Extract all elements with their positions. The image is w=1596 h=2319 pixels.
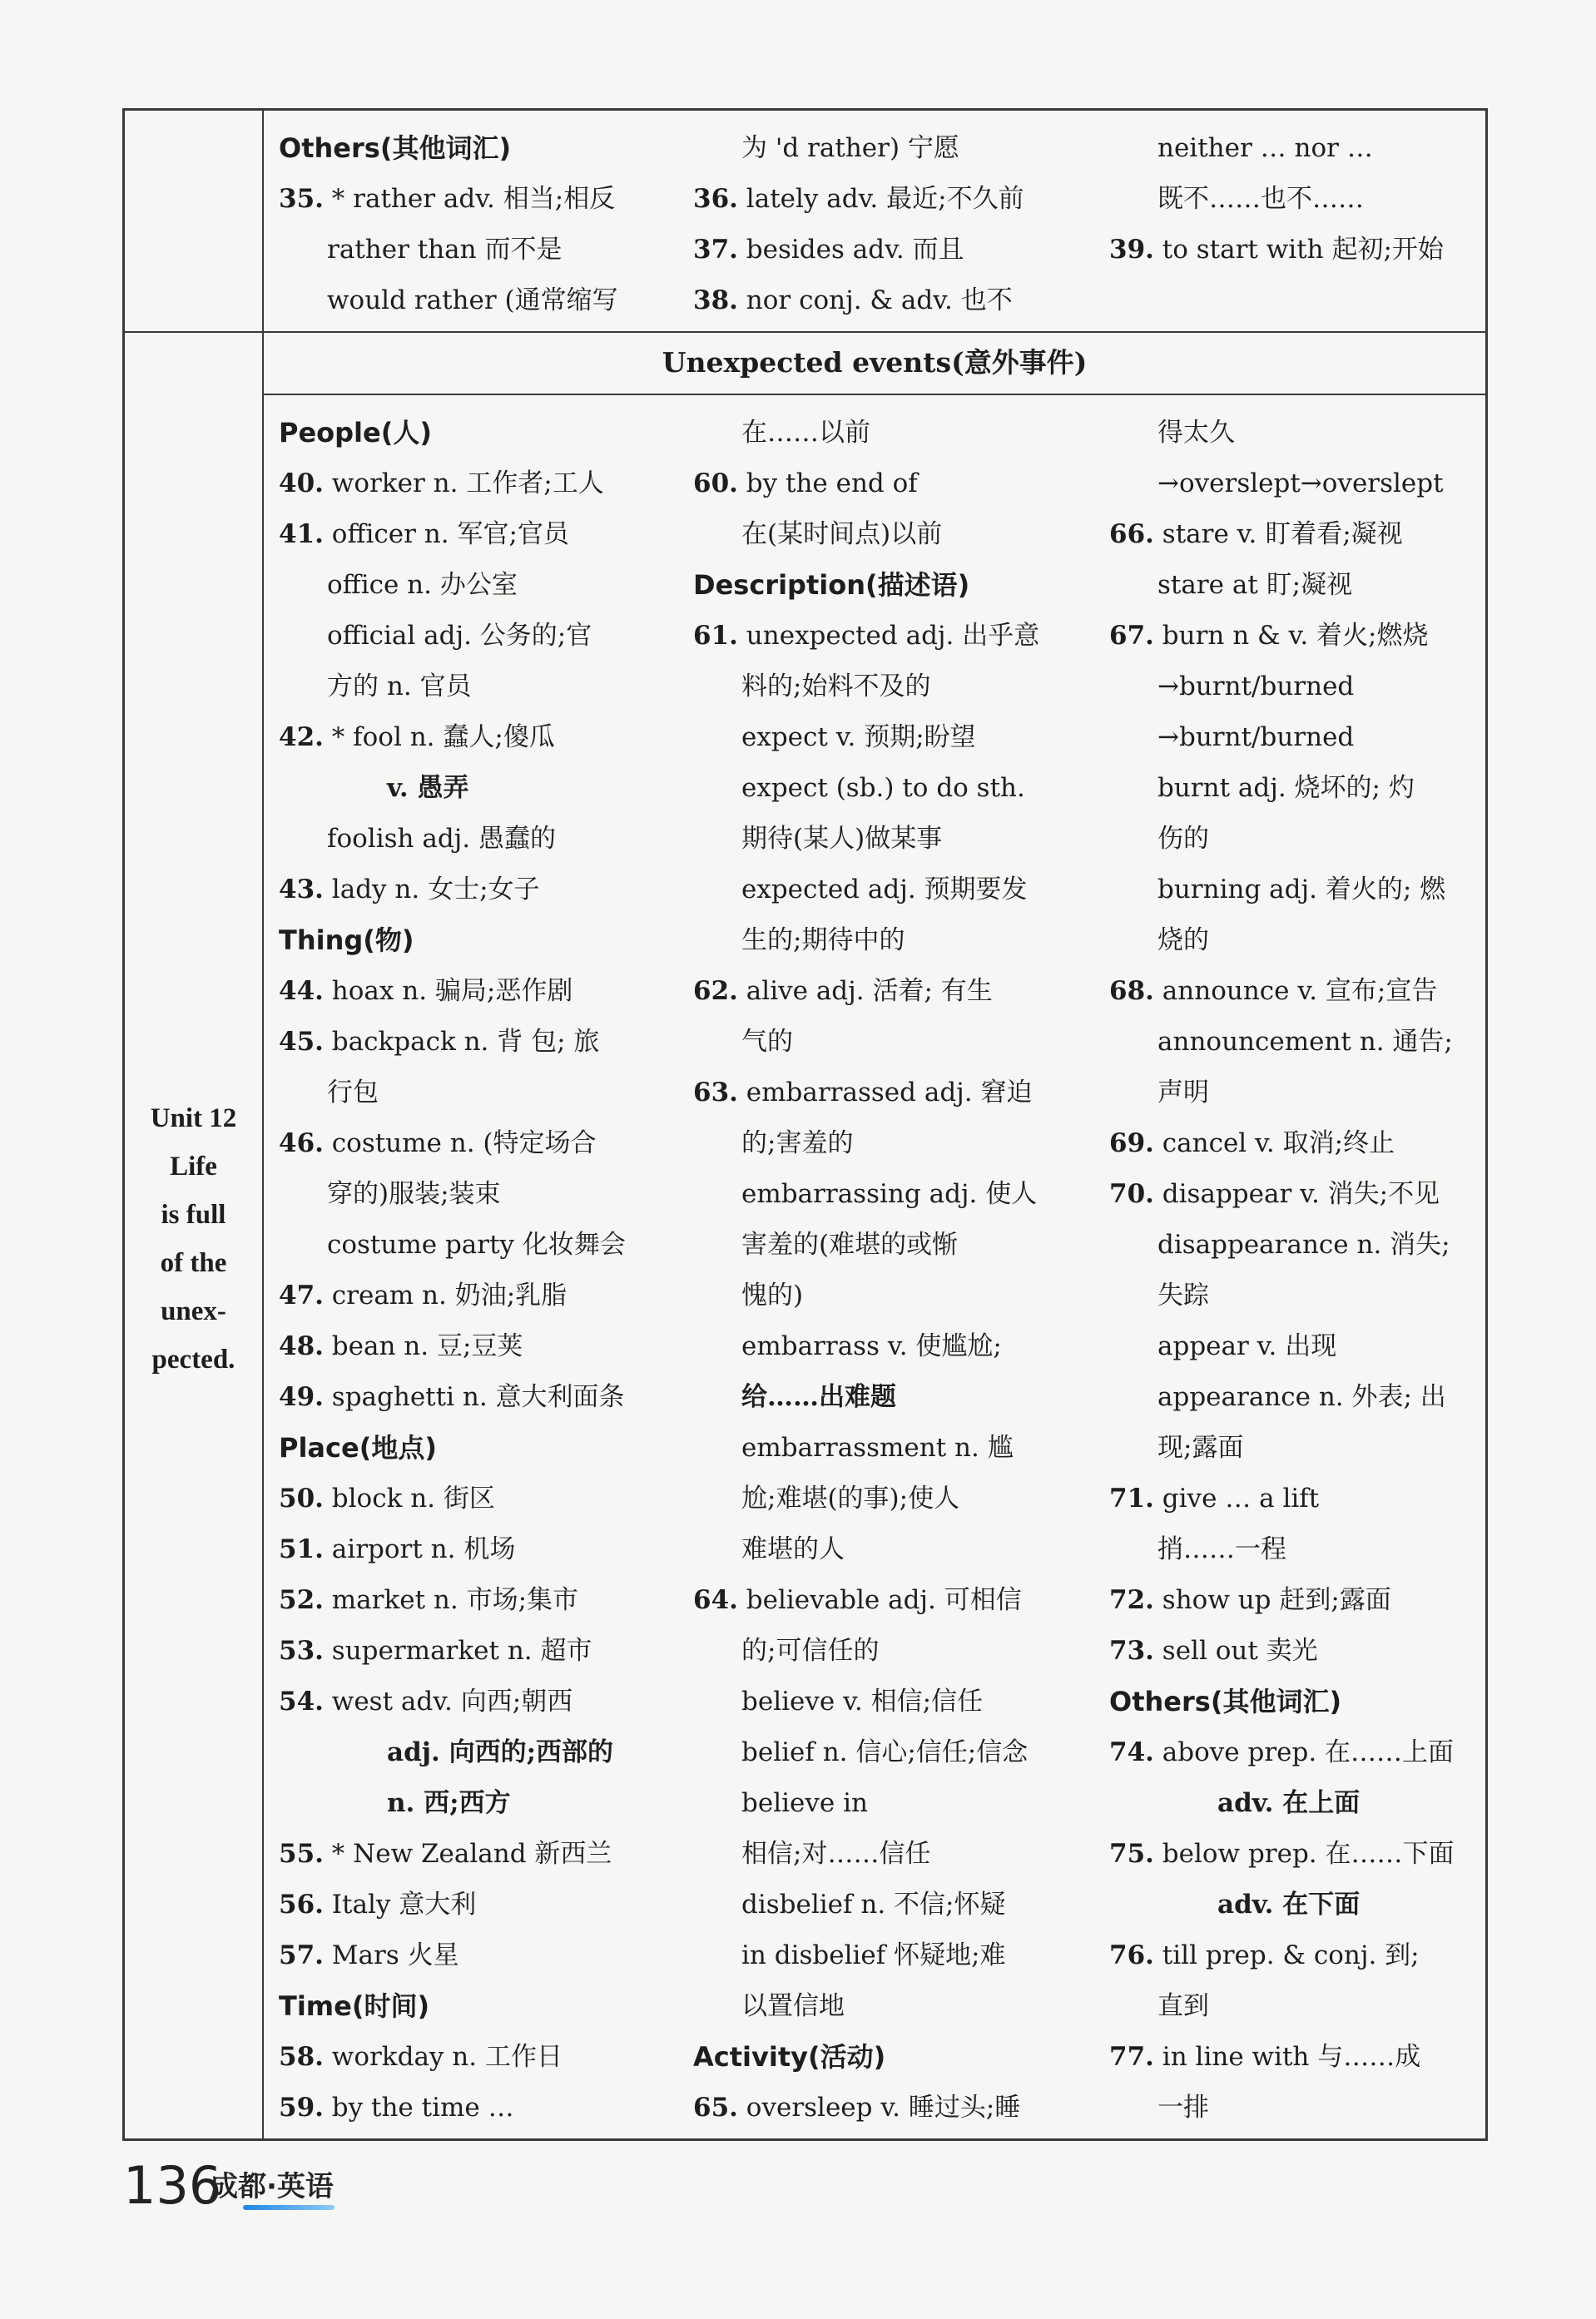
entry-text: 失踪 xyxy=(1157,1281,1209,1311)
entry-continuation xyxy=(693,1626,1076,1677)
entry-continuation xyxy=(693,814,1076,865)
entry-continuation xyxy=(693,1220,1076,1271)
vocab-entry xyxy=(279,2083,662,2133)
entry-text: official adj. 公务的;官 xyxy=(327,621,592,651)
entry-continuation xyxy=(279,611,662,662)
entry-number: 67. xyxy=(1109,621,1154,651)
entry-continuation xyxy=(1109,1524,1484,1575)
entry-continuation xyxy=(279,275,662,326)
entry-text: →burnt/burned xyxy=(1157,722,1355,752)
entry-text: believable adj. 可相信 xyxy=(737,1585,1022,1615)
entry-number: 55. xyxy=(279,1839,324,1869)
entry-number: 76. xyxy=(1109,1940,1154,1970)
entry-continuation xyxy=(279,560,662,611)
entry-text: announce v. 宣布;宣告 xyxy=(1153,976,1438,1006)
entry-continuation xyxy=(693,1524,1076,1575)
unit-title: Unit 12 Life is full of the unex- pected. xyxy=(150,1103,237,1375)
entry-text: backpack n. 背 包; 旅 xyxy=(323,1027,600,1057)
entry-text: 伤的 xyxy=(1157,824,1209,854)
entry-continuation xyxy=(693,1778,1076,1829)
entry-number: 73. xyxy=(1109,1636,1154,1666)
entry-text: disbelief n. 不信;怀疑 xyxy=(741,1890,1006,1920)
entry-text: 直到 xyxy=(1157,1991,1209,2021)
entry-text: give … a lift xyxy=(1153,1484,1320,1514)
vocab-entry xyxy=(693,225,1076,275)
entry-continuation xyxy=(279,1727,662,1778)
entry-number: 38. xyxy=(693,285,738,315)
vocab-entry xyxy=(279,458,662,509)
entry-number: 52. xyxy=(279,1585,324,1615)
entry-text: lady n. 女士;女子 xyxy=(323,875,540,904)
vocab-entry xyxy=(279,509,662,560)
entry-number: 59. xyxy=(279,2093,324,2123)
entry-number: 74. xyxy=(1109,1737,1154,1767)
entry-text: worker n. 工作者;工人 xyxy=(323,468,604,498)
entry-text: stare at 盯;凝视 xyxy=(1157,570,1353,600)
entry-text: 的;害羞的 xyxy=(741,1128,854,1158)
entry-continuation xyxy=(693,1271,1076,1321)
entry-text: spaghetti n. 意大利面条 xyxy=(323,1382,625,1412)
entry-number: 62. xyxy=(693,976,738,1006)
entry-number: 48. xyxy=(279,1331,324,1361)
entry-text: unexpected adj. 出乎意 xyxy=(737,621,1040,651)
entry-text: 捎……一程 xyxy=(1157,1534,1286,1564)
entry-continuation xyxy=(1109,712,1484,763)
entry-continuation xyxy=(693,763,1076,814)
entry-text: burnt adj. 烧坏的; 灼 xyxy=(1157,773,1415,803)
entry-text: airport n. 机场 xyxy=(323,1534,516,1564)
entry-text: cream n. 奶油;乳脂 xyxy=(323,1281,568,1311)
category-heading xyxy=(279,123,662,174)
entry-number: 41. xyxy=(279,519,324,549)
vocab-entry xyxy=(279,1626,662,1677)
vocab-entry xyxy=(693,1068,1076,1118)
entry-text: 为 'd rather) 宁愿 xyxy=(741,133,959,163)
entry-number: 39. xyxy=(1109,235,1154,265)
entry-continuation xyxy=(693,1017,1076,1068)
entry-number: 45. xyxy=(279,1027,324,1057)
vocab-entry xyxy=(1109,1727,1484,1778)
entry-continuation xyxy=(693,1677,1076,1727)
category-heading xyxy=(693,2032,1076,2083)
entry-text: Activity(活动) xyxy=(693,2041,886,2073)
vocab-entry xyxy=(1109,1118,1484,1169)
entry-number: 43. xyxy=(279,875,324,904)
entry-continuation xyxy=(279,814,662,865)
entry-text: 现;露面 xyxy=(1157,1433,1244,1463)
entry-text: nor conj. & adv. 也不 xyxy=(737,285,1013,315)
entry-number: 56. xyxy=(279,1890,324,1920)
vocab-entry xyxy=(693,966,1076,1017)
entry-text: 相信;对……信任 xyxy=(741,1839,931,1869)
vocab-entry xyxy=(279,1271,662,1321)
vocab-entry xyxy=(279,1118,662,1169)
entry-number: 49. xyxy=(279,1382,324,1412)
vocab-entry xyxy=(1109,1169,1484,1220)
book-title: 成都·英语 xyxy=(210,2170,334,2203)
entry-text: burning adj. 着火的; 燃 xyxy=(1157,875,1446,904)
entry-continuation xyxy=(1109,1068,1484,1118)
entry-text: to start with 起初;开始 xyxy=(1153,235,1444,265)
entry-text: 烧的 xyxy=(1157,925,1209,955)
entry-text: by the end of xyxy=(737,468,918,498)
entry-text: appearance n. 外表; 出 xyxy=(1157,1382,1446,1412)
vocab-entry xyxy=(693,275,1076,326)
entry-continuation xyxy=(1109,2083,1484,2133)
entry-continuation xyxy=(1109,915,1484,966)
entry-continuation xyxy=(693,1474,1076,1524)
entry-continuation xyxy=(1109,814,1484,865)
vocab-entry xyxy=(279,1321,662,1372)
entry-continuation xyxy=(1109,1880,1484,1930)
entry-number: 60. xyxy=(693,468,738,498)
entry-text: block n. 街区 xyxy=(323,1484,495,1514)
entry-number: 50. xyxy=(279,1484,324,1514)
entry-text: belief n. 信心;信任;信念 xyxy=(741,1737,1028,1767)
vocab-entry xyxy=(693,611,1076,662)
entry-number: 64. xyxy=(693,1585,738,1615)
entry-text: in line with 与……成 xyxy=(1153,2042,1421,2072)
entry-text: 生的;期待中的 xyxy=(741,925,905,955)
entry-continuation xyxy=(1109,123,1484,174)
entry-text: 行包 xyxy=(327,1078,379,1107)
entry-number: 37. xyxy=(693,235,738,265)
vocab-entry xyxy=(1109,1930,1484,1981)
entry-number: 75. xyxy=(1109,1839,1154,1869)
vocab-entry xyxy=(279,2032,662,2083)
entry-text: lately adv. 最近;不久前 xyxy=(737,184,1024,214)
top-column-3 xyxy=(1109,123,1484,275)
entry-text: 既不……也不…… xyxy=(1157,184,1364,214)
vocab-entry xyxy=(279,1880,662,1930)
entry-text: office n. 办公室 xyxy=(327,570,518,600)
entry-continuation xyxy=(1109,763,1484,814)
entry-text: 方的 n. 官员 xyxy=(327,671,472,701)
category-heading xyxy=(693,560,1076,611)
unit-column-divider xyxy=(262,108,264,2141)
entry-text: market n. 市场;集市 xyxy=(323,1585,579,1615)
entry-continuation xyxy=(693,1118,1076,1169)
entry-number: 57. xyxy=(279,1940,324,1970)
vocab-entry xyxy=(1109,2032,1484,2083)
entry-number: 71. xyxy=(1109,1484,1154,1514)
entry-number: 68. xyxy=(1109,976,1154,1006)
entry-text: embarrassing adj. 使人 xyxy=(741,1179,1038,1209)
vocab-entry xyxy=(693,174,1076,225)
entry-continuation xyxy=(693,509,1076,560)
entry-text: cancel v. 取消;终止 xyxy=(1153,1128,1395,1158)
entry-continuation xyxy=(693,712,1076,763)
entry-text: in disbelief 怀疑地;难 xyxy=(741,1940,1006,1970)
entry-text: * New Zealand 新西兰 xyxy=(323,1839,612,1869)
entry-text: 在(某时间点)以前 xyxy=(741,519,943,549)
vocab-entry xyxy=(279,1524,662,1575)
vocab-entry xyxy=(279,712,662,763)
entry-text: till prep. & conj. 到; xyxy=(1153,1940,1420,1970)
entry-text: rather than 而不是 xyxy=(327,235,563,265)
entry-continuation xyxy=(693,1880,1076,1930)
entry-number: 77. xyxy=(1109,2042,1154,2072)
vocab-column-3 xyxy=(1109,408,1484,2133)
vocab-entry xyxy=(1109,966,1484,1017)
vocab-entry xyxy=(279,174,662,225)
entry-text: 期待(某人)做某事 xyxy=(741,824,943,854)
entry-text: supermarket n. 超市 xyxy=(323,1636,592,1666)
entry-continuation xyxy=(693,1169,1076,1220)
entry-continuation xyxy=(1109,560,1484,611)
entry-number: 61. xyxy=(693,621,738,651)
entry-continuation xyxy=(693,123,1076,174)
entry-continuation xyxy=(279,225,662,275)
category-heading xyxy=(279,1981,662,2032)
entry-text: disappearance n. 消失; xyxy=(1157,1230,1450,1260)
entry-text: alive adj. 活着; 有生 xyxy=(737,976,993,1006)
entry-text: Time(时间) xyxy=(279,1990,430,2022)
entry-continuation xyxy=(1109,662,1484,712)
entry-number: 36. xyxy=(693,184,738,214)
entry-number: 51. xyxy=(279,1534,324,1564)
entry-number: 35. xyxy=(279,184,324,214)
vocab-entry xyxy=(279,966,662,1017)
entry-text: hoax n. 骗局;恶作剧 xyxy=(323,976,573,1006)
entry-text: would rather (通常缩写 xyxy=(327,285,618,315)
vocab-entry xyxy=(1109,225,1484,275)
entry-continuation xyxy=(693,915,1076,966)
entry-number: 47. xyxy=(279,1281,324,1311)
entry-text: Place(地点) xyxy=(279,1432,437,1464)
vocab-entry xyxy=(1109,611,1484,662)
entry-text: expect v. 预期;盼望 xyxy=(741,722,976,752)
entry-text: 气的 xyxy=(741,1027,793,1057)
entry-text: Others(其他词汇) xyxy=(1109,1686,1342,1717)
entry-text: People(人) xyxy=(279,417,432,448)
entry-continuation xyxy=(1109,174,1484,225)
entry-continuation xyxy=(279,662,662,712)
entry-text: besides adv. 而且 xyxy=(737,235,964,265)
entry-text: →burnt/burned xyxy=(1157,671,1355,701)
vocab-entry xyxy=(279,1474,662,1524)
entry-text: expected adj. 预期要发 xyxy=(741,875,1028,904)
category-heading xyxy=(279,408,662,458)
entry-continuation xyxy=(693,1321,1076,1372)
entry-text: announcement n. 通告; xyxy=(1157,1027,1453,1057)
entry-text: 给……出难题 xyxy=(741,1382,896,1412)
entry-text: embarrass v. 使尴尬; xyxy=(741,1331,1002,1361)
entry-number: 70. xyxy=(1109,1179,1154,1209)
entry-text: 尬;难堪(的事);使人 xyxy=(741,1484,960,1514)
vocab-entry xyxy=(693,1575,1076,1626)
entry-text: 得太久 xyxy=(1157,418,1235,448)
entry-text: Description(描述语) xyxy=(693,569,970,601)
entry-text: believe v. 相信;信任 xyxy=(741,1687,984,1717)
entry-text: v. 愚弄 xyxy=(387,773,469,803)
top-column-2 xyxy=(693,123,1076,326)
entry-number: 66. xyxy=(1109,519,1154,549)
entry-continuation xyxy=(693,662,1076,712)
entry-text: adj. 向西的;西部的 xyxy=(387,1737,614,1767)
entry-text: 在……以前 xyxy=(741,418,870,448)
entry-text: costume party 化妆舞会 xyxy=(327,1230,626,1260)
vocab-entry xyxy=(1109,1626,1484,1677)
entry-text: n. 西;西方 xyxy=(387,1788,511,1818)
entry-continuation xyxy=(693,1372,1076,1423)
entry-number: 44. xyxy=(279,976,324,1006)
entry-text: neither … nor … xyxy=(1157,133,1373,163)
entry-text: show up 赶到;露面 xyxy=(1153,1585,1391,1615)
vocab-entry xyxy=(279,1372,662,1423)
table-top-border xyxy=(122,108,1488,111)
entry-text: above prep. 在……上面 xyxy=(1153,1737,1455,1767)
category-heading xyxy=(1109,1677,1484,1727)
page-number: 136 xyxy=(123,2155,222,2216)
entry-text: 一排 xyxy=(1157,2093,1209,2123)
category-heading xyxy=(279,1423,662,1474)
entry-text: embarrassed adj. 窘迫 xyxy=(737,1078,1033,1107)
entry-text: burn n & v. 着火;燃烧 xyxy=(1153,621,1429,651)
entry-continuation xyxy=(279,1778,662,1829)
entry-text: →overslept→overslept xyxy=(1157,468,1444,498)
entry-text: sell out 卖光 xyxy=(1153,1636,1318,1666)
entry-text: officer n. 军官;官员 xyxy=(323,519,569,549)
entry-continuation xyxy=(693,1829,1076,1880)
table-bottom-border xyxy=(122,2138,1488,2141)
top-column-1 xyxy=(279,123,662,326)
entry-continuation xyxy=(1109,1778,1484,1829)
vocab-column-2 xyxy=(693,408,1076,2133)
entry-continuation xyxy=(693,1930,1076,1981)
vocab-entry xyxy=(1109,1575,1484,1626)
section-header: Unexpected events(意外事件) xyxy=(662,346,1088,379)
entry-text: by the time … xyxy=(323,2093,514,2123)
entry-text: costume n. (特定场合 xyxy=(323,1128,597,1158)
entry-text: workday n. 工作日 xyxy=(323,2042,563,2072)
entry-number: 63. xyxy=(693,1078,738,1107)
entry-continuation xyxy=(1109,1981,1484,2032)
entry-text: 以置信地 xyxy=(741,1991,845,2021)
vocab-entry xyxy=(279,1017,662,1068)
entry-number: 58. xyxy=(279,2042,324,2072)
entry-text: 难堪的人 xyxy=(741,1534,845,1564)
entry-text: Thing(物) xyxy=(279,924,414,956)
entry-text: west adv. 向西;朝西 xyxy=(323,1687,573,1717)
vocab-entry xyxy=(279,865,662,915)
entry-text: adv. 在下面 xyxy=(1217,1890,1361,1920)
vocab-entry xyxy=(693,2083,1076,2133)
entry-text: appear v. 出现 xyxy=(1157,1331,1337,1361)
entry-text: oversleep v. 睡过头;睡 xyxy=(737,2093,1021,2123)
vocab-entry xyxy=(1109,509,1484,560)
title-underline xyxy=(243,2205,335,2210)
entry-text: 的;可信任的 xyxy=(741,1636,880,1666)
entry-text: believe in xyxy=(741,1788,868,1818)
entry-continuation xyxy=(693,1423,1076,1474)
entry-text: expect (sb.) to do sth. xyxy=(741,773,1025,803)
entry-continuation xyxy=(1109,1271,1484,1321)
entry-number: 54. xyxy=(279,1687,324,1717)
entry-continuation xyxy=(1109,458,1484,509)
entry-continuation xyxy=(1109,408,1484,458)
entry-continuation xyxy=(279,1220,662,1271)
entry-continuation xyxy=(279,1068,662,1118)
entry-text: 愧的) xyxy=(741,1281,804,1311)
entry-text: * fool n. 蠢人;傻瓜 xyxy=(323,722,555,752)
vocab-entry xyxy=(279,1677,662,1727)
entry-number: 53. xyxy=(279,1636,324,1666)
vocab-entry xyxy=(279,1829,662,1880)
vocab-entry xyxy=(693,458,1076,509)
entry-continuation xyxy=(279,763,662,814)
entry-number: 69. xyxy=(1109,1128,1154,1158)
entry-text: disappear v. 消失;不见 xyxy=(1153,1179,1440,1209)
vocab-entry xyxy=(279,1575,662,1626)
entry-text: 穿的)服装;装束 xyxy=(327,1179,501,1209)
entry-text: Others(其他词汇) xyxy=(279,132,512,164)
entry-number: 42. xyxy=(279,722,324,752)
entry-number: 72. xyxy=(1109,1585,1154,1615)
entry-text: Italy 意大利 xyxy=(323,1890,477,1920)
entry-continuation xyxy=(693,865,1076,915)
entry-text: * rather adv. 相当;相反 xyxy=(323,184,616,214)
entry-continuation xyxy=(1109,1321,1484,1372)
entry-number: 40. xyxy=(279,468,324,498)
vocab-column-1 xyxy=(279,408,662,2133)
entry-continuation xyxy=(693,408,1076,458)
entry-continuation xyxy=(1109,1220,1484,1271)
entry-number: 65. xyxy=(693,2093,738,2123)
entry-text: embarrassment n. 尴 xyxy=(741,1433,1014,1463)
entry-continuation xyxy=(1109,1372,1484,1423)
entry-text: 声明 xyxy=(1157,1078,1209,1107)
entry-text: Mars 火星 xyxy=(323,1940,459,1970)
entry-text: 害羞的(难堪的或惭 xyxy=(741,1230,959,1260)
entry-text: below prep. 在……下面 xyxy=(1153,1839,1455,1869)
entry-text: 料的;始料不及的 xyxy=(741,671,931,701)
entry-continuation xyxy=(1109,1017,1484,1068)
entry-text: bean n. 豆;豆荚 xyxy=(323,1331,523,1361)
entry-continuation xyxy=(1109,865,1484,915)
category-heading xyxy=(279,915,662,966)
entry-number: 46. xyxy=(279,1128,324,1158)
header-row-divider xyxy=(262,394,1488,395)
table-right-border xyxy=(1485,108,1488,2141)
vocab-entry xyxy=(279,1930,662,1981)
vocab-entry xyxy=(1109,1829,1484,1880)
entry-continuation xyxy=(279,1169,662,1220)
entry-continuation xyxy=(693,1727,1076,1778)
entry-text: adv. 在上面 xyxy=(1217,1788,1361,1818)
entry-continuation xyxy=(1109,1423,1484,1474)
entry-continuation xyxy=(693,1981,1076,2032)
vocab-entry xyxy=(1109,1474,1484,1524)
entry-text: stare v. 盯着看;凝视 xyxy=(1153,519,1403,549)
entry-text: foolish adj. 愚蠢的 xyxy=(327,824,557,854)
